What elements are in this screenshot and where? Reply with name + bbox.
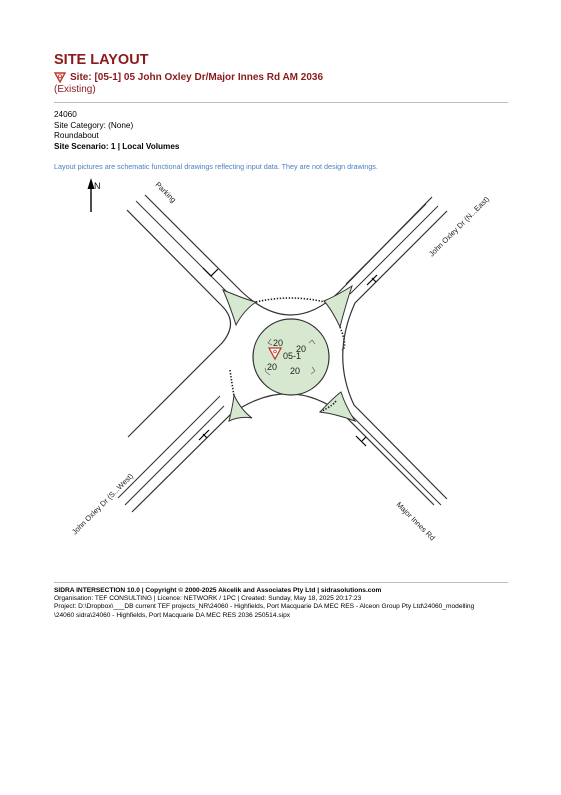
leg-label-sw: John Oxley Dr (S...West) xyxy=(70,471,135,537)
site-marker-label: 05-1 xyxy=(283,351,302,361)
lane-arrow-se-icon xyxy=(356,436,366,446)
speed-label: 20 xyxy=(296,344,307,354)
footer-organisation: Organisation: TEF CONSULTING | Licence: NETWORK / 1PC | Created: Sunday, May 18, 2025 20:17:23 xyxy=(54,595,362,603)
site-scenario: Site Scenario: 1 | Local Volumes xyxy=(54,141,180,151)
site-status: (Existing) xyxy=(54,84,96,95)
lane-arrow-sw-icon xyxy=(199,430,209,440)
leg-label-nw: Parking xyxy=(153,180,178,205)
site-id: 24060 xyxy=(54,110,77,119)
site-label: Site: [05-1] 05 John Oxley Dr/Major Innes Rd AM 2036 xyxy=(70,72,324,83)
speed-label: 20 xyxy=(267,362,278,372)
footer-divider xyxy=(54,582,508,583)
north-arrow-icon xyxy=(88,178,101,212)
footer-copyright: SIDRA INTERSECTION 10.0 | Copyright © 2000-2025 Akcelik and Associates Pty Ltd | sidrasolutions.com xyxy=(54,587,382,594)
lane-arrow-nw-icon xyxy=(203,268,218,276)
north-label: N xyxy=(94,181,101,191)
leg-label-se: Major Innes Rd xyxy=(394,500,437,543)
footer-project: Project: D:\Dropbox\___DB current TEF projects_NR\24060 - Highfields, Port Macquarie DA MEC RES - Alceon Group Pty Ltd\24060_modelling xyxy=(54,603,475,611)
site-category: Site Category: (None) xyxy=(54,120,134,130)
island-sw xyxy=(229,395,252,421)
footer-project-file: \24060 sidra\24060 - Highfields, Port Macquarie DA MEC RES 2036 250514.sipx xyxy=(54,611,291,619)
page-title: SITE LAYOUT xyxy=(54,52,149,68)
speed-label: 20 xyxy=(290,366,301,376)
site-type: Roundabout xyxy=(54,131,99,140)
footer xyxy=(54,587,514,620)
island-nw xyxy=(223,290,256,325)
leg-label-ne: John Oxley Dr (N...East) xyxy=(427,194,491,259)
lane-arrow-ne-icon xyxy=(367,275,377,285)
layout-note: Layout pictures are schematic functional drawings reflecting input data. They are not design drawings. xyxy=(54,162,378,171)
speed-label: 20 xyxy=(273,338,284,348)
